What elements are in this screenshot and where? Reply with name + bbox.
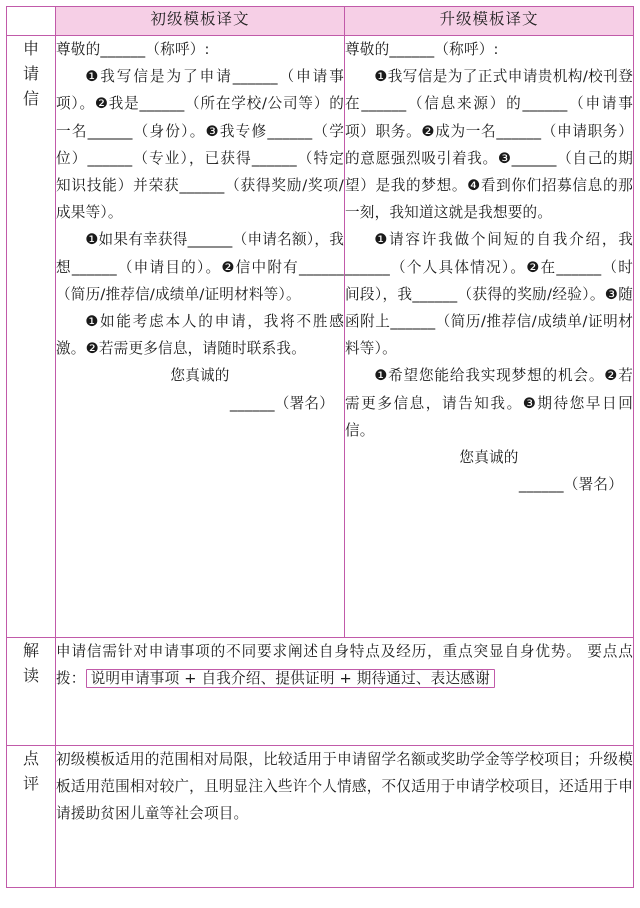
basic-paragraph-3: ❶如能考虑本人的申请，我将不胜感激。❷若需更多信息，请随时联系我。 — [56, 313, 344, 358]
upgraded-greeting: 尊敬的______（称呼）: — [345, 41, 499, 58]
dianping-cell — [56, 746, 634, 888]
basic-closing: 您真诚的 — [170, 367, 230, 385]
corner-cell — [7, 7, 56, 36]
header-upgraded-template: 升级模板译文 — [345, 7, 634, 36]
row-label-jiedu: 解 读 — [7, 638, 56, 746]
basic-template-cell — [56, 36, 345, 638]
basic-greeting: 尊敬的______（称呼）: — [56, 41, 210, 58]
header-basic-template: 初级模板译文 — [56, 7, 345, 36]
row-label-letter: 申 请 信 — [7, 36, 56, 638]
upgraded-paragraph-3: ❶希望您能给我实现梦想的机会。❷若需更多信息，请告知我。❸期待您早日回信。 — [345, 367, 633, 439]
template-table — [6, 6, 634, 888]
upgraded-closing: 您真诚的 — [459, 449, 519, 467]
basic-signature: ______（署名） — [229, 394, 334, 412]
upgraded-paragraph-1: ❶我写信是为了正式申请贵机构/校刊登在______（信息来源）的______（申请事项）职务。❷成为一名______（申请职务）的意愿强烈吸引着我。❸______（自己的期望）是我的梦想。❹看到你们招募信息的那一刻，我知道这就是我想要的。 — [345, 68, 633, 222]
upgraded-template-cell — [345, 36, 634, 638]
jiedu-paragraph — [56, 638, 633, 692]
row-label-dianping: 点 评 — [7, 746, 56, 888]
keypoint-box: 说明申请事项 + 自我介绍、提供证明 + 期待通过、表达感谢 — [86, 669, 495, 688]
jiedu-text: 申请信需针对申请事项的不同要求阐述自身特点及经历，重点突显自身优势。 要点点拨： — [56, 643, 633, 688]
basic-paragraph-2: ❶如果有幸获得______（申请名额），我想______（申请目的）。❷信中附有______（简历/推荐信/成绩单/证明材料等）。 — [56, 231, 344, 303]
upgraded-signature: ______（署名） — [518, 476, 623, 494]
upgraded-paragraph-2: ❶请容许我做个间短的自我介绍，我______（个人具体情况）。❷在______（时间段），我______（获得的奖励/经验）。❸随函附上______（简历/推荐信/成绩单/证明材料等）。 — [345, 231, 633, 358]
dianping-text: 初级模板适用的范围相对局限，比较适用于申请留学名额或奖助学金等学校项目；升级模板适用范围相对较广，且明显注入些许个人情感，不仅适用于申请学校项目，还适用于申请援助贫困儿童等社会项目。 — [56, 751, 633, 823]
jiedu-cell — [56, 638, 634, 746]
basic-paragraph-1: ❶我写信是为了申请______（申请事项）。❷我是______（所在学校/公司等）的一名______（身份）。❸我专修______（学位）______（专业），已获得______（特定知识技能）并荣获______（获得奖励/奖项/成果等）。 — [56, 68, 344, 222]
